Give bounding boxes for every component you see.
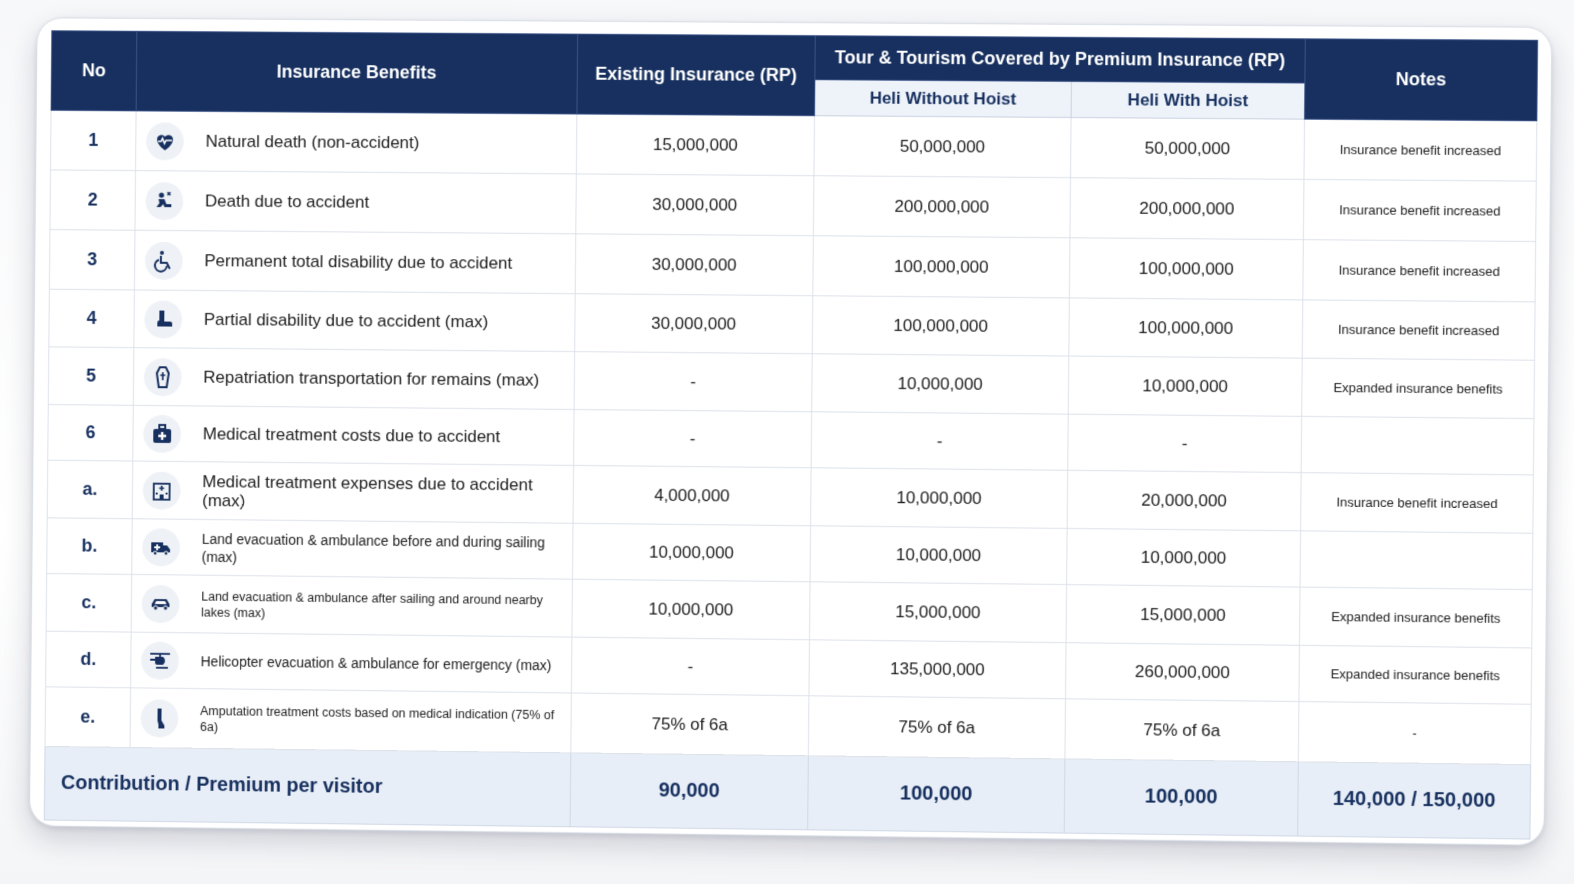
benefit-cell	[135, 171, 576, 234]
row-number: a.	[47, 460, 133, 519]
heli-without-hoist-value: 100,000,000	[813, 236, 1070, 298]
premium-existing: 90,000	[570, 753, 808, 830]
heli-without-hoist-value: 100,000,000	[812, 296, 1069, 356]
existing-insurance-value: 30,000,000	[575, 294, 813, 354]
existing-insurance-value: 10,000,000	[572, 523, 810, 581]
heart-pulse-icon	[146, 122, 184, 160]
benefit-label: Medical treatment expenses due to accident (max)	[202, 471, 533, 510]
insurance-benefits-card	[29, 17, 1552, 846]
existing-insurance-value: -	[571, 637, 809, 696]
benefit-cell	[134, 230, 575, 293]
row-number: d.	[46, 631, 132, 688]
notes-value	[1300, 531, 1533, 590]
benefit-cell	[133, 348, 574, 410]
car-icon	[142, 584, 180, 622]
notes-value: Insurance benefit increased	[1302, 300, 1535, 360]
notes-value: Insurance benefit increased	[1303, 179, 1536, 241]
notes-value: Expanded insurance benefits	[1302, 358, 1535, 418]
heli-with-hoist-value: 75% of 6a	[1065, 699, 1299, 762]
notes-value: Insurance benefit increased	[1301, 473, 1534, 534]
notes-value: Insurance benefit increased	[1304, 119, 1537, 181]
header-heli-with-hoist: Heli With Hoist	[1071, 81, 1305, 119]
heli-without-hoist-value: 200,000,000	[813, 176, 1070, 238]
existing-insurance-value: 30,000,000	[576, 174, 814, 236]
header-notes: Notes	[1305, 39, 1538, 121]
heli-without-hoist-value: 10,000,000	[810, 526, 1067, 585]
ambulance-icon	[142, 528, 180, 566]
heli-with-hoist-value: 260,000,000	[1065, 643, 1299, 702]
heli-with-hoist-value: 10,000,000	[1067, 528, 1301, 587]
header-no: No	[51, 31, 137, 111]
benefit-label: Amputation treatment costs based on medical indication (75% of 6a)	[199, 703, 555, 734]
heli-with-hoist-value: 15,000,000	[1066, 585, 1300, 646]
heli-without-hoist-value: 50,000,000	[814, 116, 1071, 178]
row-number: 5	[48, 347, 134, 405]
heli-without-hoist-value: 15,000,000	[809, 582, 1066, 643]
notes-value: Insurance benefit increased	[1303, 240, 1536, 302]
premium-heli-without-hoist: 100,000	[808, 756, 1065, 833]
premium-notes: 140,000 / 150,000	[1298, 762, 1531, 839]
heli-without-hoist-value: 10,000,000	[811, 468, 1068, 529]
first-aid-kit-icon	[143, 414, 181, 452]
heli-with-hoist-value: 50,000,000	[1071, 118, 1305, 180]
existing-insurance-value: -	[574, 409, 812, 467]
heli-with-hoist-value: -	[1068, 414, 1302, 472]
row-number: 2	[50, 170, 136, 230]
heli-without-hoist-value: 135,000,000	[809, 640, 1066, 699]
heli-with-hoist-value: 20,000,000	[1067, 470, 1301, 531]
existing-insurance-value: 75% of 6a	[571, 693, 809, 756]
benefit-label: Land evacuation & ambulance before and during sailing (max)	[201, 530, 546, 565]
fallen-person-icon	[145, 182, 183, 220]
insurance-benefits-table	[44, 30, 1538, 839]
benefit-label: Natural death (non-accident)	[205, 131, 420, 153]
hospital-building-icon	[143, 471, 181, 509]
row-number: c.	[46, 573, 132, 632]
row-number: 3	[49, 230, 135, 290]
header-existing-insurance: Existing Insurance (RP)	[577, 34, 815, 116]
benefit-cell	[132, 461, 573, 523]
benefit-cell	[130, 688, 571, 753]
heli-with-hoist-value: 10,000,000	[1068, 356, 1302, 416]
helicopter-icon	[141, 641, 179, 679]
notes-value: Expanded insurance benefits	[1299, 645, 1532, 704]
table-row	[51, 110, 1537, 181]
heli-without-hoist-value: 10,000,000	[812, 354, 1069, 414]
benefit-cell	[136, 111, 577, 174]
benefit-cell	[134, 290, 575, 352]
benefit-label: Helicopter evacuation & ambulance for emergency (max)	[200, 652, 552, 673]
row-number: b.	[47, 518, 133, 575]
benefit-cell	[133, 405, 574, 465]
notes-value	[1301, 416, 1534, 475]
existing-insurance-value: 4,000,000	[573, 465, 811, 525]
heli-without-hoist-value: 75% of 6a	[808, 696, 1065, 759]
benefit-cell	[132, 519, 573, 579]
premium-heli-with-hoist: 100,000	[1064, 759, 1298, 836]
row-number: 1	[51, 110, 137, 170]
row-number: 6	[48, 405, 134, 462]
benefit-label: Death due to accident	[204, 191, 370, 212]
benefit-cell	[131, 574, 572, 637]
heli-without-hoist-value: -	[811, 412, 1068, 471]
heli-with-hoist-value: 100,000,000	[1069, 238, 1303, 300]
heli-with-hoist-value: 100,000,000	[1069, 298, 1303, 358]
existing-insurance-value: 10,000,000	[572, 579, 810, 640]
benefit-label: Partial disability due to accident (max)	[203, 309, 489, 332]
wheelchair-icon	[145, 241, 183, 279]
existing-insurance-value: 30,000,000	[575, 234, 813, 296]
existing-insurance-value: 15,000,000	[576, 114, 814, 176]
notes-value: Expanded insurance benefits	[1299, 587, 1532, 648]
heli-with-hoist-value: 200,000,000	[1070, 178, 1304, 240]
row-number: 4	[49, 289, 135, 347]
benefit-label: Medical treatment costs due to accident	[202, 424, 501, 447]
header-tour-tourism-group: Tour & Tourism Covered by Premium Insurance (RP)	[815, 36, 1305, 83]
amputated-leg-icon	[141, 699, 179, 737]
header-heli-without-hoist: Heli Without Hoist	[815, 80, 1072, 118]
existing-insurance-value: -	[574, 352, 812, 412]
premium-label: Contribution / Premium per visitor	[44, 746, 570, 826]
benefit-cell	[131, 632, 572, 693]
benefit-label: Land evacuation & ambulance after sailing and around nearby lakes (max)	[201, 589, 543, 620]
coffin-icon	[144, 358, 182, 396]
header-insurance-benefits: Insurance Benefits	[136, 31, 578, 114]
benefit-label: Repatriation transportation for remains (max)	[203, 367, 540, 390]
row-number: e.	[45, 687, 131, 748]
prosthetic-leg-icon	[144, 300, 182, 338]
benefit-label: Permanent total disability due to accident	[204, 251, 513, 273]
notes-value: -	[1298, 702, 1531, 765]
